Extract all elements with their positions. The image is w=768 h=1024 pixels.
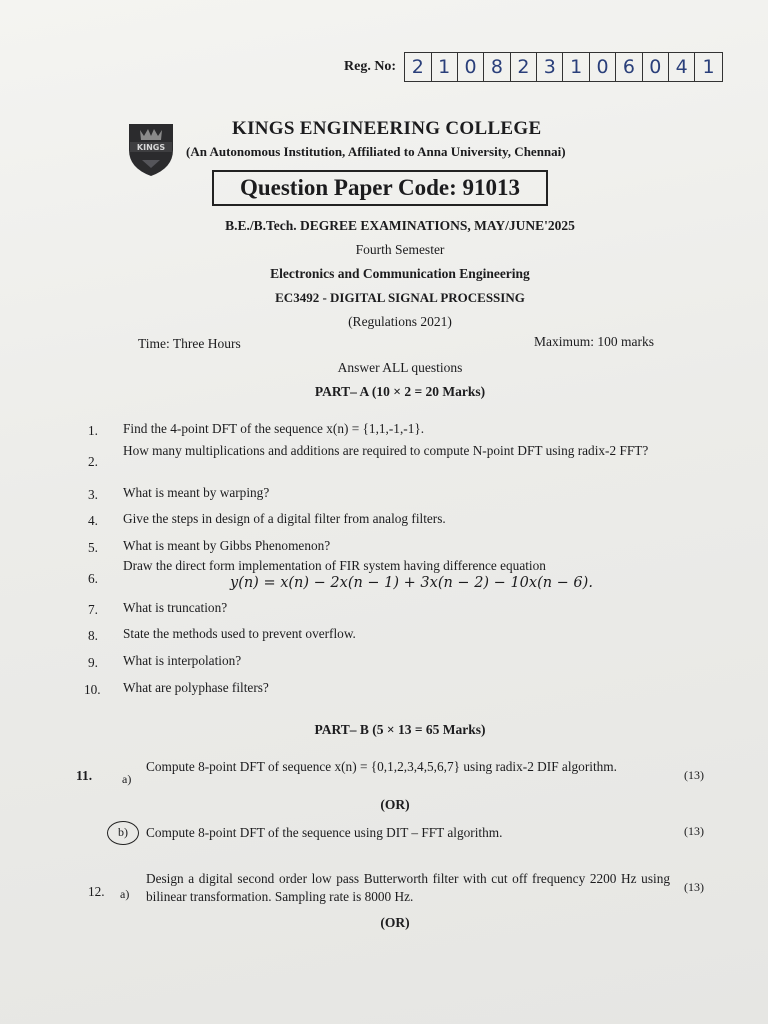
question-text: Design a digital second order low pass Butterworth filter with cut off frequency 2200 Hz using bilinear transformation. Sampling rate is 8000 Hz. (146, 871, 670, 904)
reg-digit: 2 (405, 53, 431, 81)
question-text: What are polyphase filters? (123, 680, 269, 695)
reg-digit: 1 (432, 53, 458, 81)
question-marks: (13) (684, 880, 704, 894)
reg-digit-boxes (404, 52, 723, 82)
question-text: Draw the direct form implementation of FIR system having difference equation (123, 558, 546, 573)
reg-digit: 6 (616, 53, 642, 81)
reg-label: Reg. No: (344, 59, 397, 74)
question-text: What is meant by warping? (123, 485, 270, 500)
question-number: 4. (88, 513, 98, 528)
logo-text: KINGS (136, 143, 166, 152)
question-text: How many multiplications and additions are required to compute N-point DFT using radix-2 FFT? (123, 443, 649, 458)
course-title: EC3492 - DIGITAL SIGNAL PROCESSING (275, 290, 525, 305)
question-marks: (13) (684, 768, 704, 782)
question-number: 10. (84, 682, 101, 697)
question-number: 5. (88, 540, 98, 555)
question-number: 7. (88, 602, 98, 617)
college-name: KINGS ENGINEERING COLLEGE (232, 118, 542, 139)
question-number: 6. (88, 571, 98, 586)
regulations: (Regulations 2021) (348, 314, 452, 329)
or-separator: (OR) (380, 915, 410, 930)
college-logo (126, 120, 176, 178)
instruction: Answer ALL questions (337, 360, 463, 375)
department: Electronics and Communication Engineering (270, 266, 530, 281)
question-number: 11. (76, 768, 93, 783)
reg-digit: 3 (537, 53, 563, 81)
or-separator: (OR) (380, 797, 410, 812)
question-text: What is interpolation? (123, 653, 242, 668)
question-text: Find the 4-point DFT of the sequence x(n) = {1,1,-1,-1}. (123, 421, 425, 436)
question-text: Compute 8-point DFT of sequence x(n) = {0,1,2,3,4,5,6,7} using radix-2 DIF algorithm. (146, 759, 617, 774)
question-text: State the methods used to prevent overflow. (123, 626, 356, 641)
reg-digit: 1 (563, 53, 589, 81)
part-a-title: PART– A (10 × 2 = 20 Marks) (314, 384, 486, 399)
sub-question-label: a) (122, 772, 132, 786)
reg-digit: 2 (511, 53, 537, 81)
question-number: 8. (88, 628, 98, 643)
reg-digit: 0 (458, 53, 484, 81)
exam-time: Time: Three Hours (138, 336, 241, 351)
question-number: 12. (88, 884, 105, 899)
reg-digit: 4 (669, 53, 695, 81)
question-number: 9. (88, 655, 98, 670)
question-text: What is meant by Gibbs Phenomenon? (123, 538, 331, 553)
paper-code: Question Paper Code: 91013 (212, 170, 548, 206)
reg-digit: 8 (484, 53, 510, 81)
question-number: 2. (88, 454, 98, 469)
question-text: What is truncation? (123, 600, 228, 615)
reg-digit: 0 (590, 53, 616, 81)
sub-question-label: b) (118, 825, 128, 839)
exam-title: B.E./B.Tech. DEGREE EXAMINATIONS, MAY/JUNE'2025 (225, 218, 575, 233)
question-text: Compute 8-point DFT of the sequence using DIT – FFT algorithm. (146, 825, 503, 840)
difference-equation: y(n) = x(n) − 2x(n − 1) + 3x(n − 2) − 10x(n − 6). (230, 575, 593, 591)
question-number: 3. (88, 487, 98, 502)
semester: Fourth Semester (355, 242, 445, 257)
reg-digit: 0 (643, 53, 669, 81)
question-number: 1. (88, 423, 98, 438)
college-affiliation: (An Autonomous Institution, Affiliated to Anna University, Chennai) (186, 144, 566, 159)
reg-digit: 1 (702, 56, 715, 78)
question-text: Give the steps in design of a digital filter from analog filters. (123, 511, 446, 526)
question-marks: (13) (684, 824, 704, 838)
sub-question-label: a) (120, 887, 130, 901)
reg-number (344, 52, 723, 82)
max-marks: Maximum: 100 marks (534, 334, 654, 349)
part-b-title: PART– B (5 × 13 = 65 Marks) (314, 722, 486, 737)
